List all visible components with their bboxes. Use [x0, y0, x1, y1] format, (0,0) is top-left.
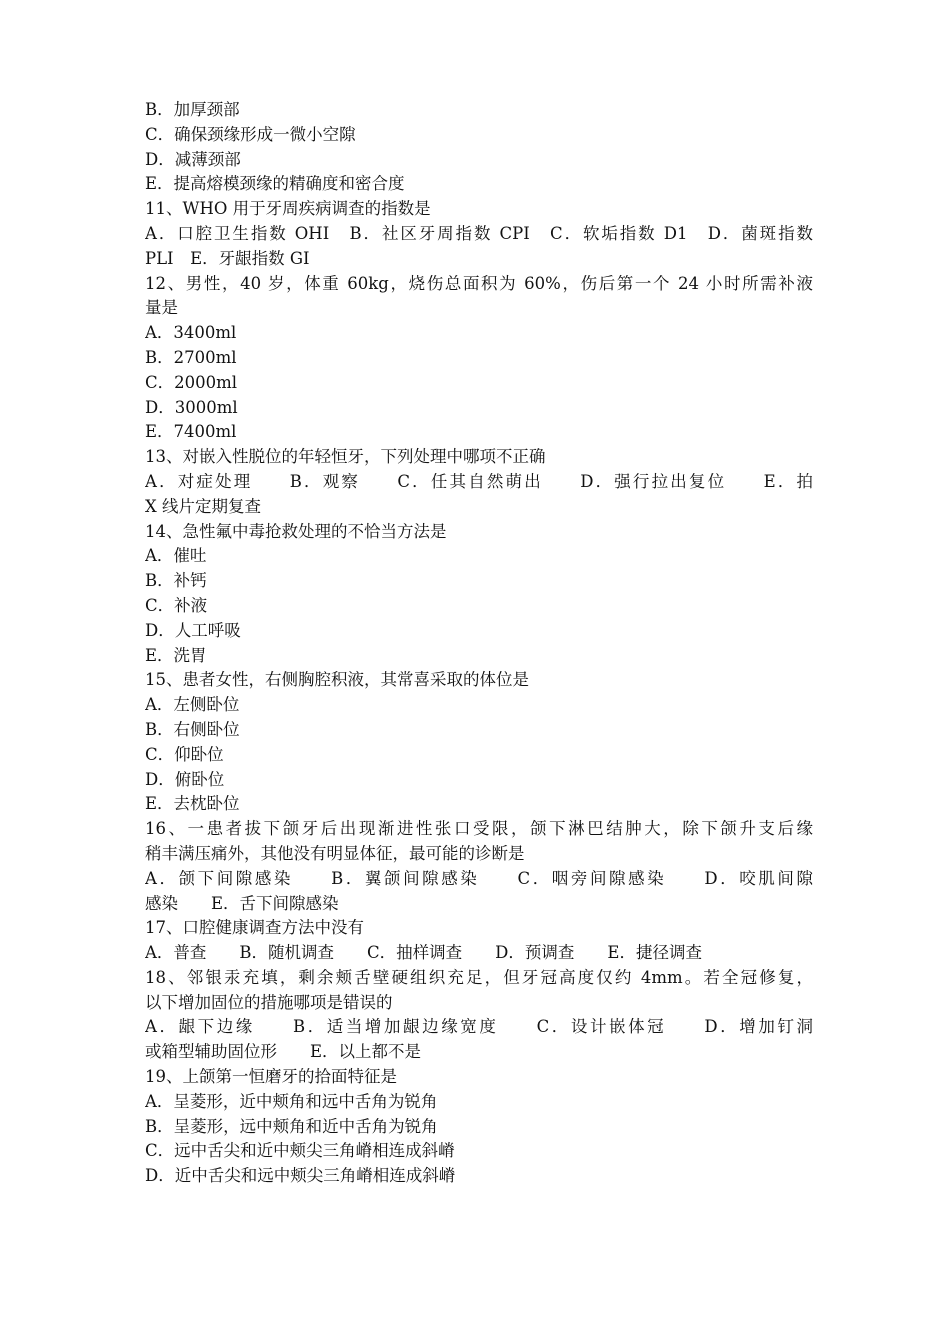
text-line: 感染 E．舌下间隙感染: [145, 893, 339, 913]
text-line: B．补钙: [145, 571, 207, 591]
text-line: 11、WHO 用于牙周疾病调查的指数是: [145, 199, 431, 219]
text-line: 17、口腔健康调查方法中没有: [145, 918, 364, 938]
text-line: 12、男性，40 岁，体重 60kg，烧伤总面积为 60%，伤后第一个 24 小时所需补液: [145, 273, 813, 293]
text-line: D．人工呼吸: [145, 620, 241, 640]
text-line: 16、一患者拔下颌牙后出现渐进性张口受限，颌下淋巴结肿大，除下颌升支后缘: [145, 819, 813, 839]
text-line: A．对症处理 B．观察 C．任其自然萌出 D．强行拉出复位 E．拍: [145, 471, 813, 491]
text-line: A．3400ml: [145, 323, 237, 343]
text-line: A．呈菱形，近中颊角和远中舌角为锐角: [145, 1091, 438, 1111]
text-line: E．去枕卧位: [145, 794, 240, 814]
text-line: 以下增加固位的措施哪项是错误的: [145, 992, 393, 1012]
text-line: C．远中舌尖和近中颊尖三角嵴相连成斜嵴: [145, 1141, 455, 1161]
text-line: 13、对嵌入性脱位的年轻恒牙，下列处理中哪项不正确: [145, 447, 546, 467]
document-body: [145, 98, 813, 1189]
text-line: 量是: [145, 298, 178, 318]
text-line: B．2700ml: [145, 347, 237, 367]
text-line: C．2000ml: [145, 372, 238, 392]
text-line: 15、患者女性，右侧胸腔积液，其常喜采取的体位是: [145, 670, 529, 690]
text-line: 18、邻银汞充填，剩余颊舌壁硬组织充足，但牙冠高度仅约 4mm。若全冠修复，: [145, 967, 813, 987]
text-line: A．颌下间隙感染 B．翼颌间隙感染 C．咽旁间隙感染 D．咬肌间隙: [145, 868, 813, 888]
text-line: A．龈下边缘 B．适当增加龈边缘宽度 C．设计嵌体冠 D．增加钉洞: [145, 1017, 813, 1037]
text-line: A．催吐: [145, 546, 207, 566]
text-line: X 线片定期复查: [145, 496, 261, 516]
text-line: PLI E．牙龈指数 GI: [145, 248, 310, 268]
text-line: B．加厚颈部: [145, 100, 240, 119]
text-line: E．7400ml: [145, 422, 237, 442]
text-line: D．俯卧位: [145, 769, 225, 789]
text-line: C．补液: [145, 595, 208, 615]
text-line: A．左侧卧位: [145, 695, 240, 715]
text-line: B．呈菱形，远中颊角和近中舌角为锐角: [145, 1116, 438, 1136]
text-line: 19、上颌第一恒磨牙的拾面特征是: [145, 1067, 397, 1087]
text-line: E．提高熔模颈缘的精确度和密合度: [145, 174, 405, 194]
text-line: A．口腔卫生指数 OHI B．社区牙周指数 CPI C．软垢指数 D1 D．菌斑指数: [145, 223, 813, 243]
text-line: D．减薄颈部: [145, 149, 241, 169]
text-line: 稍丰满压痛外，其他没有明显体征，最可能的诊断是: [145, 843, 525, 863]
text-line: B．右侧卧位: [145, 719, 240, 739]
text-line: C．仰卧位: [145, 744, 224, 764]
text-line: D．近中舌尖和远中颊尖三角嵴相连成斜嵴: [145, 1166, 456, 1186]
text-line: C．确保颈缘形成一微小空隙: [145, 124, 356, 144]
text-line: A．普查 B．随机调查 C．抽样调查 D．预调查 E．捷径调查: [145, 943, 702, 963]
text-line: D．3000ml: [145, 397, 238, 417]
text-line: 或箱型辅助固位形 E．以上都不是: [145, 1042, 422, 1062]
text-line: E．洗胃: [145, 645, 207, 665]
text-line: 14、急性氟中毒抢救处理的不恰当方法是: [145, 521, 447, 541]
